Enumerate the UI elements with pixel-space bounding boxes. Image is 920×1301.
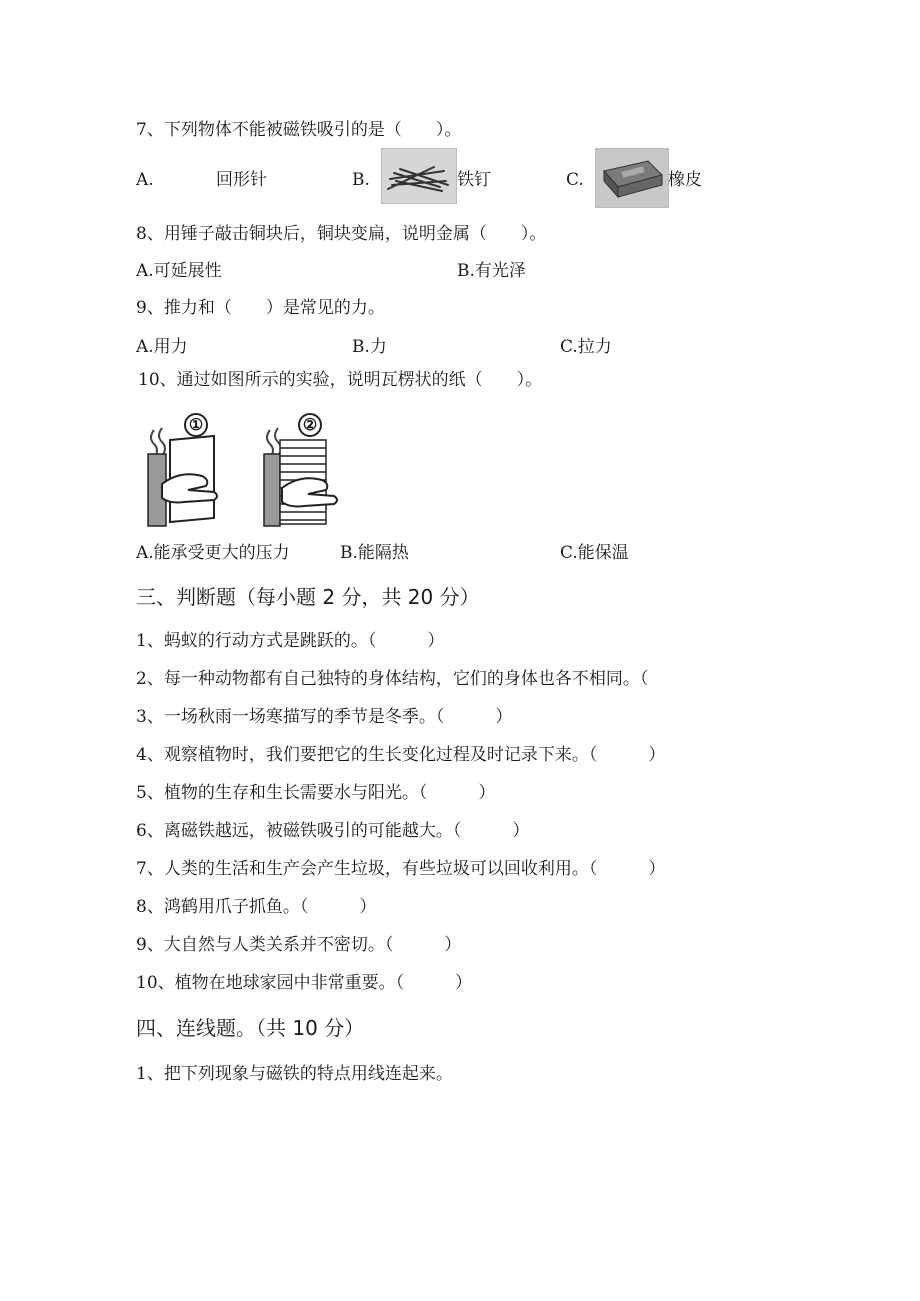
judge-item: 10、植物在地球家园中非常重要。（ ） xyxy=(136,973,473,993)
q9-option-b: B.力 xyxy=(352,337,387,357)
q9-stem: 9、推力和（ ）是常见的力。 xyxy=(136,298,385,318)
judge-item: 4、观察植物时，我们要把它的生长变化过程及时记录下来。（ ） xyxy=(136,745,666,765)
judge-item: 6、离磁铁越远，被磁铁吸引的可能越大。（ ） xyxy=(136,821,530,841)
judge-item: 7、人类的生活和生产会产生垃圾，有些垃圾可以回收利用。（ ） xyxy=(136,859,666,879)
q7-option-a-text: 回形针 xyxy=(216,170,267,190)
judge-item: 8、鸿鹤用爪子抓鱼。（ ） xyxy=(136,897,377,917)
q10-option-b: B.能隔热 xyxy=(340,543,409,563)
section4-heading: 四、连线题。（共 10 分） xyxy=(136,1016,365,1040)
q10-option-a: A.能承受更大的压力 xyxy=(136,543,290,563)
experiment-figure-2 xyxy=(258,410,348,530)
q8-option-a: A.可延展性 xyxy=(136,261,222,281)
experiment-figure-1 xyxy=(140,410,230,530)
q7-option-c-text: 橡皮 xyxy=(668,170,702,190)
q10-option-c: C.能保温 xyxy=(560,543,629,563)
q8-stem: 8、用锤子敲击铜块后，铜块变扁，说明金属（ ）。 xyxy=(136,224,547,244)
experiment-figure-1-label: ① xyxy=(188,415,204,434)
judge-item: 2、每一种动物都有自己独特的身体结构，它们的身体也各不相同。（ xyxy=(136,669,649,689)
judge-item: 5、植物的生存和生长需要水与阳光。（ ） xyxy=(136,783,496,803)
experiment-figure-2-label: ② xyxy=(302,415,318,434)
q9-option-c: C.拉力 xyxy=(560,337,612,357)
section4-question-1: 1、把下列现象与磁铁的特点用线连起来。 xyxy=(136,1064,453,1084)
judge-item: 9、大自然与人类关系并不密切。（ ） xyxy=(136,935,462,955)
q7-option-c-letter: C. xyxy=(566,170,584,190)
q7-option-b-text: 铁钉 xyxy=(457,170,491,190)
q7-option-a-letter: A. xyxy=(136,170,154,190)
q8-option-b: B.有光泽 xyxy=(457,261,526,281)
eraser-image xyxy=(595,148,669,208)
q7-stem: 7、下列物体不能被磁铁吸引的是（ ）。 xyxy=(136,120,462,140)
iron-nails-image xyxy=(381,148,457,204)
q9-option-a: A.用力 xyxy=(136,337,188,357)
judge-item: 3、一场秋雨一场寒描写的季节是冬季。（ ） xyxy=(136,707,513,727)
q10-stem: 10、通过如图所示的实验，说明瓦楞状的纸（ ）。 xyxy=(138,370,543,390)
section3-heading: 三、判断题（每小题 2 分，共 20 分） xyxy=(136,585,480,609)
judge-item: 1、蚂蚁的行动方式是跳跃的。（ ） xyxy=(136,631,445,651)
q7-option-b-letter: B. xyxy=(352,170,370,190)
